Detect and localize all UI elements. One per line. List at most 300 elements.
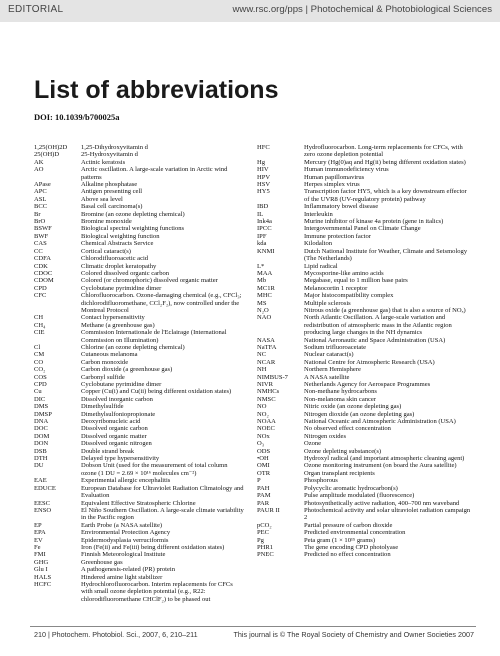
abbreviation-definition: El Niño Southern Oscillation. A large-scale climate variability in the Pacific region [81, 506, 244, 522]
abbreviation-entry [257, 544, 471, 551]
page-footer [34, 630, 474, 639]
abbreviation-term: CO₂ [34, 366, 46, 374]
abbreviation-term: ENSO [34, 506, 52, 514]
abbreviation-definition: Carbon dioxide (a greenhouse gas) [81, 366, 173, 374]
abbreviation-entry [257, 477, 471, 484]
abbreviation-definition: Experimental allergic encephalitis [81, 477, 171, 485]
abbreviation-definition: Kilodalton [304, 240, 333, 248]
abbreviation-entry [34, 322, 244, 329]
abbreviation-definition: Dobson Unit (used for the measurement of total column ozone (1 DU = 2.69 × 10¹⁶ molecules cm⁻²) [81, 462, 228, 477]
abbreviation-definition: Finnish Meteorological Institute [81, 551, 166, 559]
abbreviation-entry [34, 248, 244, 255]
abbreviation-term: NAO [257, 314, 272, 322]
abbreviation-term: CO [34, 358, 44, 366]
abbreviation-entry [34, 462, 244, 477]
abbreviation-entry [257, 351, 471, 358]
abbreviation-definition: Nitrogen oxides [304, 432, 347, 440]
abbreviation-entry [257, 381, 471, 388]
abbreviation-term: OTR [257, 469, 271, 477]
abbreviation-entry [257, 529, 471, 536]
abbreviation-entry [34, 440, 244, 447]
abbreviation-definition: Chlorodifluoroacetic acid [81, 255, 149, 263]
abbreviation-definition: Non-methane hydrocarbons [304, 388, 377, 396]
abbreviation-entry [257, 359, 471, 366]
abbreviation-term: O₃ [257, 440, 265, 448]
abbreviation-definition: Lipid radical [304, 262, 338, 270]
abbreviation-entry [34, 529, 244, 536]
abbreviation-entry [257, 188, 471, 203]
abbreviation-definition: Arctic oscillation. A large-scale variation in Arctic wind patterns [81, 166, 228, 181]
abbreviation-entry [257, 374, 471, 381]
abbreviation-term: PAM [257, 492, 271, 500]
abbreviation-definition: Epidermodysplasia verruciformis [81, 536, 169, 544]
abbreviation-definition: Alkaline phosphatase [81, 181, 138, 189]
abbreviation-definition: Northern Hemisphere [304, 366, 361, 374]
abbreviation-term: HFC [257, 144, 270, 151]
abbreviation-term: NOEC [257, 425, 275, 433]
abbreviation-definition: Sodium trifluoroacetate [304, 343, 366, 351]
abbreviation-definition: Bromine monoxide [81, 218, 132, 226]
abbreviation-term: PNEC [257, 551, 274, 559]
abbreviation-term: NOAA [257, 418, 276, 426]
abbreviation-term: DSB [34, 447, 47, 455]
abbreviation-definition: Hydrofluorocarbon. Long-term replacements for CFCs, with zero ozone depletion potential [304, 144, 463, 159]
abbreviation-definition: Predicted no effect concentration [304, 551, 391, 559]
abbreviation-term: HSV [257, 181, 271, 189]
abbreviation-term: Fe [34, 543, 41, 551]
abbreviation-entry [257, 218, 471, 225]
abbreviation-term: OMI [257, 462, 270, 470]
abbreviation-definition: Nitrogen dioxide (an ozone depleting gas) [304, 410, 415, 418]
abbreviation-definition: Dimethylsulfide [81, 403, 124, 411]
abbreviation-entry [257, 403, 471, 410]
abbreviation-term: PHR1 [257, 543, 274, 551]
abbreviation-definition: Melanocortin 1 receptor [304, 284, 368, 292]
abbreviation-entry [257, 285, 471, 292]
footer-copyright: This journal is © The Royal Society of Chemistry and Owner Societies 2007 [233, 630, 474, 639]
abbreviation-term: CPD [34, 284, 47, 292]
abbreviation-term: L* [257, 262, 265, 270]
abbreviation-definition: Chlorofluorocarbon. Ozone-damaging chemical (e.g., CFCl₃; dichlorodifluoromethane, CCl₂F₂), now controlled under the Montreal Protocol [81, 292, 242, 314]
abbreviation-term: HIV [257, 166, 269, 174]
abbreviation-definition: Actinic keratosis [81, 158, 126, 166]
abbreviation-entry [34, 314, 244, 321]
abbreviation-entry [257, 270, 471, 277]
abbreviation-term: BSWF [34, 225, 52, 233]
abbreviation-term: pCO₂ [257, 521, 272, 529]
abbreviation-definition: Hydroxyl radical (and important atmospheric cleaning agent) [304, 455, 465, 463]
abbreviation-term: EESC [34, 499, 51, 507]
abbreviation-definition: Pulse amplitude modulated (fluorescence) [304, 492, 415, 500]
abbreviation-definition: Phosphorous [304, 477, 338, 485]
abbreviations-column-right [257, 144, 471, 559]
abbreviation-entry [34, 448, 244, 455]
abbreviation-definition: Colored dissolved organic carbon [81, 269, 170, 277]
abbreviation-definition: Mycosporine-like amino acids [304, 269, 384, 277]
abbreviation-definition: Nitric oxide (an ozone depleting gas) [304, 403, 402, 411]
abbreviation-term: EAE [34, 477, 47, 485]
abbreviation-entry [34, 292, 244, 314]
abbreviation-definition: Environmental Protection Agency [81, 529, 171, 537]
abbreviation-definition: Dissolved organic nitrogen [81, 440, 152, 448]
abbreviation-term: CFC [34, 292, 47, 300]
abbreviation-entry [257, 537, 471, 544]
abbreviation-entry [257, 448, 471, 455]
abbreviation-definition: Human immunodeficiency virus [304, 166, 389, 174]
abbreviation-term: NMSC [257, 395, 276, 403]
footer-citation: 210 | Photochem. Photobiol. Sci., 2007, 6, 210–211 [34, 630, 198, 639]
abbreviation-term: Pg [257, 536, 264, 544]
abbreviation-entry [257, 277, 471, 284]
abbreviation-term: N₂O [257, 306, 269, 314]
abbreviation-term: EP [34, 521, 42, 529]
abbreviation-definition: North Atlantic Oscillation. A large-scale variation and redistribution of atmospheric mass in the Atlantic region producing large changes in the NH dynamics [304, 314, 452, 337]
abbreviation-term: HALS [34, 573, 52, 581]
abbreviation-term: EPA [34, 529, 46, 537]
abbreviation-term: EV [34, 536, 43, 544]
abbreviation-definition: Murine inhibitor of kinase 4a protein (gene in italics) [304, 218, 444, 226]
abbreviation-entry [257, 233, 471, 240]
abbreviation-definition: Contact hypersensitivity [81, 314, 145, 322]
abbreviation-entry [257, 396, 471, 403]
abbreviation-term: DNA [34, 418, 49, 426]
abbreviation-term: CH₄ [34, 321, 46, 329]
abbreviation-term: BCC [34, 203, 48, 211]
abbreviation-term: MS [257, 299, 267, 307]
abbreviation-entry [257, 159, 471, 166]
abbreviation-entry [34, 485, 244, 500]
abbreviation-term: BWF [34, 232, 49, 240]
abbreviation-entry [257, 144, 471, 159]
abbreviation-definition: Copper (Cu(i) and Cu(ii) being different oxidation states) [81, 388, 232, 396]
abbreviation-term: Glu I [34, 566, 48, 574]
abbreviation-term: CDFA [34, 255, 51, 263]
abbreviation-definition: Basal cell carcinoma(s) [81, 203, 143, 211]
abbreviation-entry [34, 425, 244, 432]
journal-line: www.rsc.org/pps | Photochemical & Photobiological Sciences [232, 4, 492, 15]
abbreviation-entry [34, 166, 244, 181]
abbreviation-definition: Photosynthetically active radiation, 400–700 nm waveband [304, 499, 460, 507]
abbreviation-term: HPV [257, 173, 271, 181]
abbreviation-entry [34, 374, 244, 381]
abbreviation-definition: Mercury (Hg(0)aq and Hg(ii) being different oxidation states) [304, 158, 466, 166]
abbreviation-term: DMS [34, 403, 49, 411]
abbreviation-definition: Nuclear cataract(s) [304, 351, 354, 359]
abbreviation-definition: Megabase, equal to 1 million base pairs [304, 277, 408, 285]
abbreviation-entry [257, 240, 471, 247]
abbreviation-definition: Cutaneous melanoma [81, 351, 138, 359]
abbreviation-term: CC [34, 247, 43, 255]
abbreviation-term: ASL [34, 195, 47, 203]
abbreviation-entry [34, 159, 244, 166]
abbreviation-term: Hg [257, 158, 266, 166]
abbreviation-term: NO₂ [257, 410, 269, 418]
abbreviation-term: CAS [34, 240, 47, 248]
abbreviation-term: CM [34, 351, 45, 359]
abbreviation-entry [257, 485, 471, 492]
abbreviation-definition: Immune protection factor [304, 232, 371, 240]
abbreviation-term: DOC [34, 425, 48, 433]
abbreviation-entry [34, 455, 244, 462]
abbreviation-term: FMI [34, 551, 46, 559]
abbreviations-column-left [34, 144, 244, 603]
abbreviation-entry [34, 144, 244, 151]
abbreviation-entry [34, 537, 244, 544]
abbreviation-term: P [257, 477, 261, 485]
abbreviation-definition: Polycyclic aromatic hydrocarbon(s) [304, 484, 398, 492]
abbreviation-entry [34, 181, 244, 188]
abbreviation-entry [34, 500, 244, 507]
journal-header-bar [0, 0, 500, 22]
abbreviation-definition: Transcription factor HY5, which is a key downstream effector of the UVR8 (UV-regulatory protein) pathway [304, 188, 467, 203]
abbreviation-term: 1,25(OH)2D [34, 144, 68, 151]
abbreviation-term: DU [34, 462, 44, 470]
abbreviation-entry [257, 166, 471, 173]
abbreviation-definition: Peta gram (1 × 10¹⁵ grams) [304, 536, 376, 544]
abbreviation-definition: Chlorine (an ozone depleting chemical) [81, 343, 185, 351]
abbreviation-term: NO [257, 403, 267, 411]
abbreviation-term: MC1R [257, 284, 275, 292]
abbreviation-term: CPD [34, 381, 47, 388]
abbreviation-definition: European Database for Ultraviolet Radiation Climatology and Evaluation [81, 484, 244, 500]
abbreviation-term: NIMBUS-7 [257, 373, 288, 381]
abbreviation-entry [34, 388, 244, 395]
abbreviation-entry [34, 507, 244, 522]
abbreviation-entry [257, 225, 471, 232]
doi-label: DOI: 10.1039/b700025a [34, 112, 120, 122]
abbreviation-entry [257, 522, 471, 529]
abbreviation-term: MHC [257, 292, 272, 300]
abbreviation-definition: Dissolved inorganic carbon [81, 395, 153, 403]
abbreviation-term: DON [34, 440, 49, 448]
abbreviation-term: Cu [34, 388, 42, 396]
abbreviation-term: NH [257, 366, 267, 374]
abbreviation-term: IPF [257, 232, 267, 240]
abbreviation-entry [257, 492, 471, 499]
abbreviation-entry [257, 551, 471, 558]
abbreviation-entry [34, 277, 244, 284]
abbreviation-entry [34, 566, 244, 573]
abbreviation-entry [257, 203, 471, 210]
abbreviation-entry [257, 470, 471, 477]
abbreviation-entry [257, 388, 471, 395]
abbreviation-term: DTH [34, 455, 48, 463]
abbreviation-term: NIVR [257, 381, 274, 388]
abbreviation-term: NaTFA [257, 343, 277, 351]
abbreviation-term: Ink4a [257, 218, 272, 226]
abbreviation-term: COS [34, 373, 47, 381]
abbreviation-term: CH [34, 314, 44, 322]
abbreviation-definition: Ozone depleting substance(s) [304, 447, 382, 455]
abbreviation-term: APase [34, 181, 51, 189]
abbreviation-entry [34, 522, 244, 529]
abbreviation-term: KNMI [257, 247, 275, 255]
abbreviation-definition: Deoxyribonucleic acid [81, 418, 141, 426]
abbreviation-term: IBD [257, 203, 269, 211]
abbreviation-definition: Biological spectral weighting functions [81, 225, 185, 233]
abbreviation-definition: Chemical Abstracts Service [81, 240, 154, 248]
section-label: EDITORIAL [8, 4, 64, 15]
abbreviation-term: DMSP [34, 410, 52, 418]
abbreviation-definition: Methane (a greenhouse gas) [81, 321, 155, 329]
abbreviation-definition: Intergovernmental Panel on Climate Change [304, 225, 421, 233]
abbreviation-definition: Bromine (an ozone depleting chemical) [81, 210, 185, 218]
abbreviation-definition: Dissolved organic matter [81, 432, 147, 440]
abbreviation-entry [34, 285, 244, 292]
abbreviation-entry [34, 411, 244, 418]
abbreviation-entry [257, 211, 471, 218]
abbreviation-definition: 25-Hydroxyvitamin d [81, 151, 138, 159]
abbreviation-definition: National Aeronautic and Space Administration (USA) [304, 336, 446, 344]
abbreviation-entry [257, 307, 471, 314]
abbreviation-definition: Photochemical activity and solar ultraviolet radiation campaign 2 [304, 506, 471, 522]
abbreviation-term: NOx [257, 432, 270, 440]
abbreviation-definition: Climatic droplet keratopathy [81, 262, 157, 270]
abbreviation-entry [34, 433, 244, 440]
abbreviation-term: PEC [257, 529, 270, 537]
abbreviation-term: NASA [257, 336, 275, 344]
abbreviation-term: CIE [34, 329, 45, 337]
abbreviation-definition: Hydrochlorofluorocarbon. Interim replacements for CFCs with small ozone depletion potential (e.g., R22: chlorodifluoromethane CHClF₂) to be phased out [81, 580, 233, 603]
abbreviation-definition: Above sea level [81, 195, 123, 203]
abbreviation-entry [257, 411, 471, 418]
abbreviation-definition: Partial pressure of carbon dioxide [304, 521, 393, 529]
abbreviation-term: HCFC [34, 580, 52, 588]
abbreviation-term: CDOC [34, 269, 53, 277]
abbreviation-entry [34, 477, 244, 484]
abbreviation-term: BrO [34, 218, 46, 226]
footer-divider [30, 626, 476, 627]
abbreviation-term: kda [257, 240, 267, 248]
abbreviation-definition: Biological weighting function [81, 232, 160, 240]
abbreviation-entry [257, 337, 471, 344]
abbreviation-term: EDUCE [34, 484, 56, 492]
abbreviation-definition: Dutch National Institute for Weather, Climate and Seismology (The Netherlands) [304, 247, 468, 263]
abbreviation-term: IL [257, 210, 264, 218]
abbreviation-definition: Human papillomavirus [304, 173, 365, 181]
abbreviation-term: •OH [257, 455, 269, 463]
abbreviation-entry [257, 418, 471, 425]
abbreviation-entry [34, 196, 244, 203]
abbreviation-definition: National Centre for Atmospheric Research (USA) [304, 358, 435, 366]
abbreviation-term: HY5 [257, 188, 270, 196]
abbreviation-term: AO [34, 166, 44, 174]
abbreviation-term: NMHCs [257, 388, 280, 396]
abbreviation-definition: Iron (Fe(ii) and Fe(iii) being different oxidation states) [81, 543, 225, 551]
abbreviation-entry [34, 225, 244, 232]
abbreviation-term: 25(OH)D [34, 151, 60, 159]
abbreviation-definition: Organ transplant recipients [304, 469, 375, 477]
abbreviation-entry [34, 551, 244, 558]
abbreviation-definition: Multiple sclerosis [304, 299, 351, 307]
abbreviation-entry [34, 559, 244, 566]
abbreviation-term: PAUR II [257, 506, 280, 514]
abbreviation-definition: Antigen presenting cell [81, 188, 143, 196]
abbreviation-entry [34, 574, 244, 581]
abbreviation-entry [34, 233, 244, 240]
abbreviation-definition: Interleukin [304, 210, 333, 218]
abbreviation-entry [34, 329, 244, 344]
abbreviation-definition: Cyclobutane pyrimidine dimer [81, 284, 162, 292]
abbreviation-definition: Hindered amine light stabilizer [81, 573, 163, 581]
abbreviation-definition: Inflammatory bowel disease [304, 203, 379, 211]
abbreviation-term: APC [34, 188, 47, 196]
abbreviation-entry [34, 270, 244, 277]
abbreviation-definition: 1,25-Dihydroxyvitamin d [81, 144, 148, 151]
abbreviation-entry [257, 263, 471, 270]
abbreviation-entry [257, 366, 471, 373]
abbreviation-entry [34, 240, 244, 247]
abbreviation-term: CDK [34, 262, 48, 270]
abbreviation-definition: Nitrous oxide (a greenhouse gas) that is also a source of NOₓ) [304, 306, 466, 314]
abbreviation-entry [34, 151, 244, 158]
abbreviation-definition: Earth Probe (a NASA satellite) [81, 521, 163, 529]
abbreviation-term: PAR [257, 499, 270, 507]
abbreviation-entry [257, 433, 471, 440]
abbreviation-definition: Double strand break [81, 447, 135, 455]
abbreviation-entry [34, 418, 244, 425]
abbreviation-definition: No observed effect concentration [304, 425, 391, 433]
abbreviation-definition: Predicted environmental concentration [304, 529, 406, 537]
abbreviation-entry [257, 181, 471, 188]
abbreviation-term: Cl [34, 343, 41, 351]
abbreviation-entry [34, 218, 244, 225]
abbreviation-entry [257, 292, 471, 299]
abbreviation-definition: Cortical cataract(s) [81, 247, 131, 255]
abbreviation-entry [34, 366, 244, 373]
abbreviation-entry [34, 403, 244, 410]
abbreviation-definition: A pathogenesis-related (PR) protein [81, 566, 175, 574]
abbreviation-definition: The gene encoding CPD photolyase [304, 543, 399, 551]
abbreviation-term: NC [257, 351, 267, 359]
abbreviation-entry [34, 359, 244, 366]
abbreviation-term: MAA [257, 269, 273, 277]
abbreviation-term: NCAR [257, 358, 276, 366]
abbreviation-entry [34, 351, 244, 358]
abbreviation-definition: Cyclobutane pyrimidine dimer [81, 381, 162, 388]
abbreviation-definition: Ozone [304, 440, 322, 448]
abbreviation-entry [257, 440, 471, 447]
abbreviation-entry [257, 425, 471, 432]
abbreviation-entry [257, 507, 471, 522]
abbreviation-definition: Colored (or chromophoric) dissolved organic matter [81, 277, 218, 285]
abbreviation-entry [257, 462, 471, 469]
abbreviation-entry [257, 500, 471, 507]
abbreviation-term: IPCC [257, 225, 272, 233]
abbreviation-term: PAH [257, 484, 270, 492]
abbreviation-definition: National Oceanic and Atmospheric Administration (USA) [304, 418, 456, 426]
abbreviation-entry [34, 263, 244, 270]
abbreviation-entry [34, 188, 244, 195]
abbreviation-entry [257, 314, 471, 336]
abbreviation-entry [34, 396, 244, 403]
abbreviation-term: Mb [257, 277, 267, 285]
abbreviation-definition: Netherlands Agency for Aerospace Programmes [304, 381, 431, 388]
abbreviation-definition: Carbonyl sulfide [81, 373, 125, 381]
abbreviation-term: Br [34, 210, 41, 218]
abbreviation-term: DIC [34, 395, 46, 403]
abbreviation-definition: Herpes simplex virus [304, 181, 360, 189]
abbreviation-entry [34, 381, 244, 388]
abbreviation-entry [257, 455, 471, 462]
abbreviation-entry [34, 211, 244, 218]
abbreviation-entry [257, 300, 471, 307]
abbreviation-definition: Major histocompatibility complex [304, 292, 394, 300]
abbreviation-term: AK [34, 158, 44, 166]
abbreviation-definition: Ozone monitoring instrument (on board the Aura satellite) [304, 462, 457, 470]
abbreviation-entry [34, 344, 244, 351]
abbreviation-definition: Carbon monoxide [81, 358, 129, 366]
